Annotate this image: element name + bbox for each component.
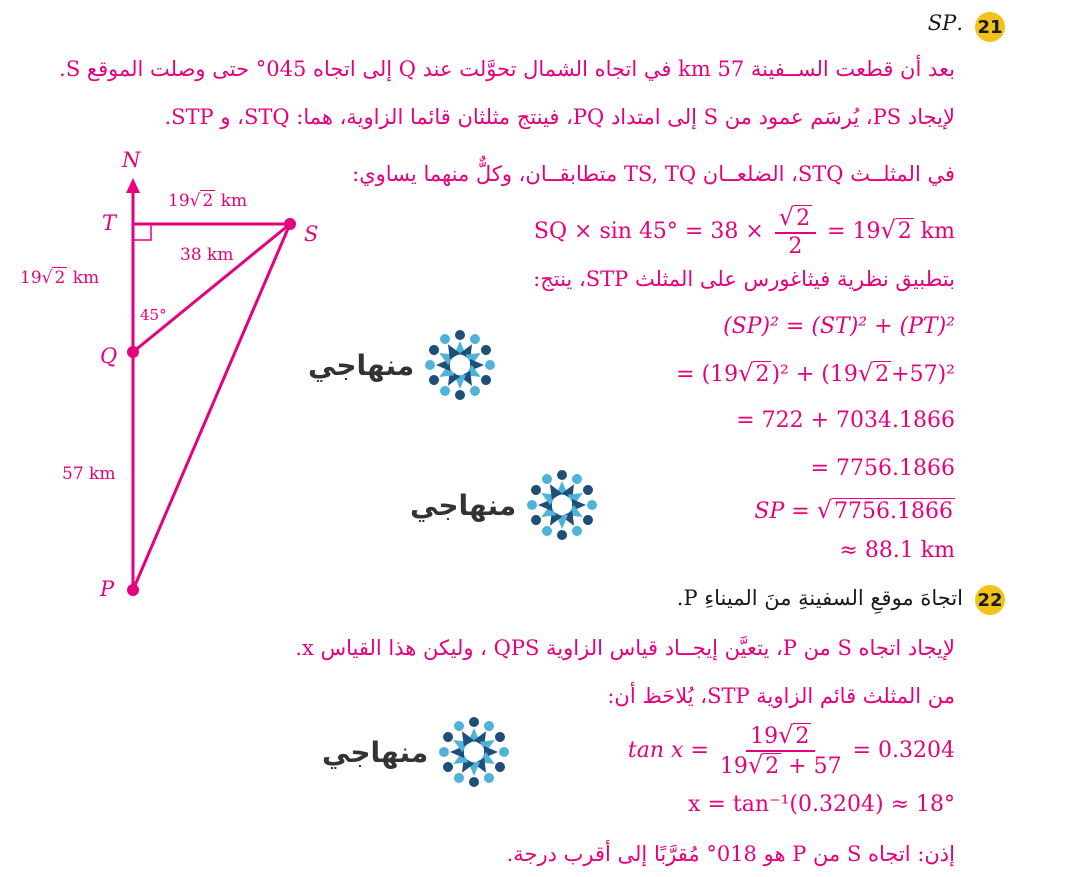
label-point-s: S (304, 222, 319, 246)
watermark-text: منهاجي (322, 735, 429, 769)
q22-tan-equation: tan x = $\frac{19√2}{19√2 + 57}$ = 0.3204 (627, 721, 955, 779)
eq1-numerator: 2 (796, 206, 811, 231)
q21-equation-7: ≈ 88.1 km (839, 538, 955, 563)
eq1-unit: km (920, 219, 955, 244)
q21-line-3: في المثلــث STQ، الضلعــان TS, TQ متطابقــان، وكلٌّ منهما يساوي: (352, 162, 955, 186)
right-angle-marker (133, 224, 151, 240)
watermark-logo-2 (410, 465, 602, 545)
q21-equation-2: (SP)² = (ST)² + (PT)² (723, 314, 955, 339)
q21-equation-6: SP = √7756.1866 (754, 496, 953, 524)
q21-equation-5: = 7756.1866 (810, 456, 955, 481)
question-number-badge-22: 22 (975, 585, 1005, 615)
watermark-text: منهاجي (308, 348, 415, 382)
eq1-root: 2 (897, 219, 912, 244)
label-north: N (122, 148, 141, 172)
label-point-q: Q (100, 344, 118, 368)
eq1-fraction: $\frac{√2}{2}$ (775, 204, 816, 260)
watermark-logo-1 (308, 325, 500, 405)
label-qs-length: 38 km (180, 245, 234, 265)
label-tq-length: 19√ 2 km (20, 268, 100, 288)
question-22-title: اتجاهَ موقعِ السفينةِ منَ الميناءِ P. (676, 586, 963, 610)
q21-line-2: لإيجاد PS، يُرسَم عمود من S إلى امتداد PQ، فينتج مثلثان قائما الزاوية، هما: STQ، و STP. (164, 105, 955, 129)
q22-line-2: من المثلث قائم الزاوية STP، يُلاحَظ أن: (607, 684, 955, 708)
q21-equation-4: = 722 + 7034.1866 (736, 408, 955, 433)
q22-x-equation: x = tan⁻¹(0.3204) ≈ 18° (688, 792, 955, 817)
label-point-t: T (102, 211, 117, 235)
watermark-text: منهاجي (410, 488, 517, 522)
watermark-logo-3 (322, 712, 514, 792)
eq1-left: SQ × sin 45° = 38 × (533, 219, 764, 244)
north-arrow-icon (126, 178, 140, 193)
logo-icon (434, 712, 514, 792)
label-pq-length: 57 km (62, 464, 116, 484)
logo-icon (420, 325, 500, 405)
q22-conclusion: إذن: اتجاه S من P هو 018° مُقرَّبًا إلى أقرب درجة. (506, 842, 955, 866)
label-ts-length: 19√ 2 km (168, 191, 248, 211)
point-p-dot (127, 584, 139, 596)
q21-line-4: بتطبيق نظرية فيثاغورس على المثلث STP، ينتج: (533, 267, 955, 291)
label-angle-45: 45° (140, 306, 167, 324)
q21-equation-1: SQ × sin 45° = 38 × $\frac{√2}{2}$ = 19√2 km (533, 203, 955, 259)
label-point-p: P (100, 577, 115, 601)
point-q-dot (127, 346, 139, 358)
q21-line-1: بعد أن قطعت الســفينة 57 km في اتجاه الشمال تحوَّلت عند Q إلى اتجاه 045° حتى وصلت الموقع S. (59, 57, 955, 81)
point-s-dot (284, 218, 296, 230)
logo-icon (522, 465, 602, 545)
eq1-denominator: 2 (788, 234, 803, 259)
question-number-badge-21: 21 (975, 12, 1005, 42)
segment-ps (133, 224, 290, 590)
q22-line-1: لإيجاد اتجاه S من P، يتعيَّن إيجــاد قياس الزاوية QPS ، وليكن هذا القياس x. (295, 636, 955, 660)
q21-equation-3: = (19√2)² + (19√2+57)² (676, 359, 955, 387)
eq1-right: = 19 (827, 219, 881, 244)
segment-qs (133, 224, 290, 352)
question-21-title: .SP (927, 11, 963, 35)
